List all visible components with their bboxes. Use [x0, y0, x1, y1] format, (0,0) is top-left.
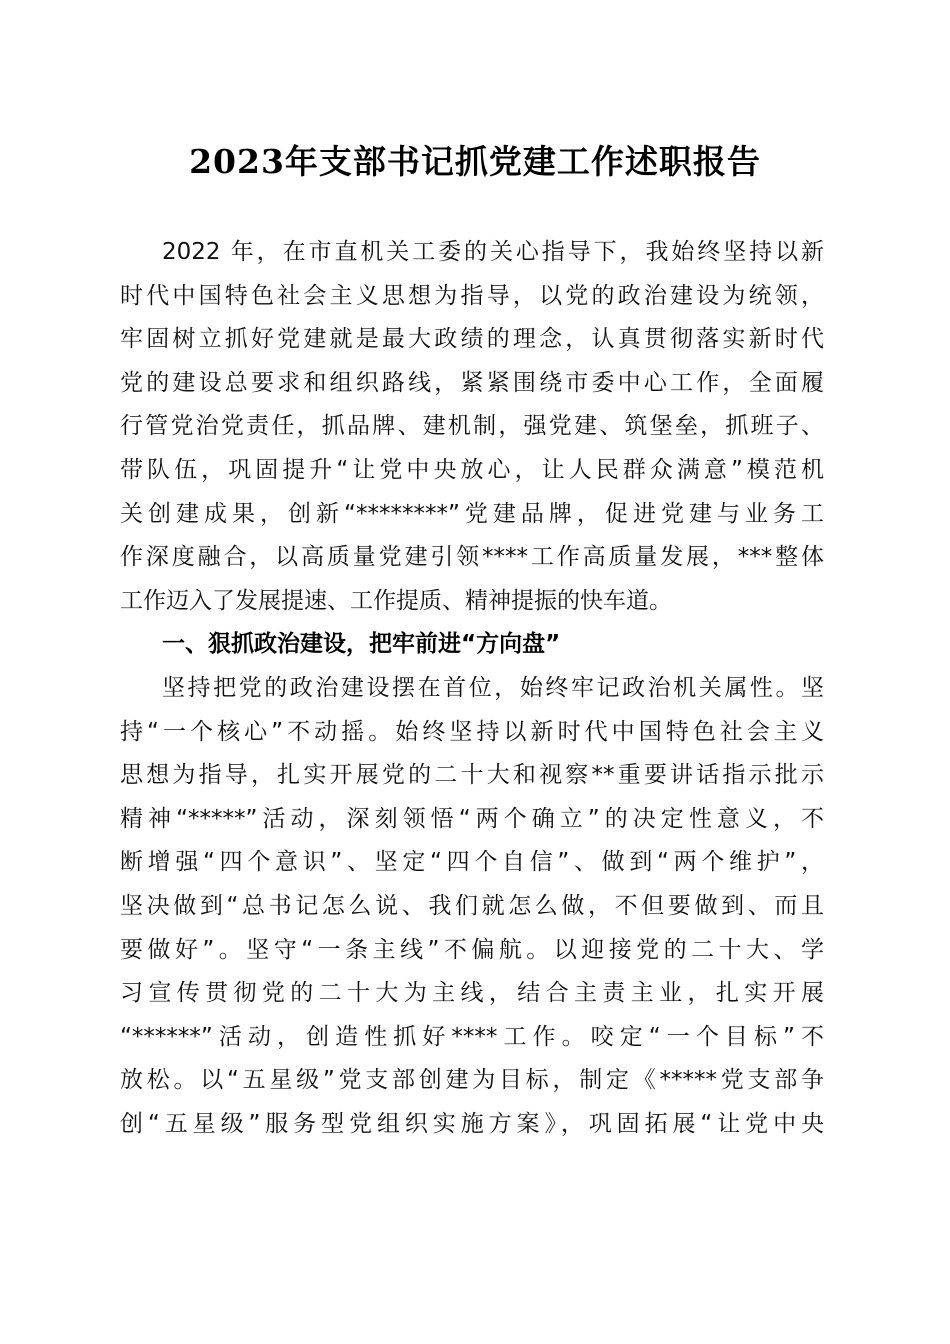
text-line: 关创建成果，创新“********”党建品牌，促进党建与业务工	[120, 500, 824, 527]
text-line: 持“一个核心”不动摇。始终坚持以新时代中国特色社会主义	[120, 718, 824, 745]
text-line: 工作迈入了发展提速、工作提质、精神提振的快车道。	[120, 587, 672, 614]
text-line: “******”活动，创造性抓好****工作。咬定“一个目标”不	[120, 1023, 824, 1050]
text-line: 思想为指导，扎实开展党的二十大和视察**重要讲话指示批示	[120, 762, 824, 789]
text-line: 坚持把党的政治建设摆在首位，始终牢记政治机关属性。坚	[162, 674, 824, 701]
text-line: 断增强“四个意识”、坚定“四个自信”、做到“两个维护”，	[120, 849, 824, 876]
text-line: 时代中国特色社会主义思想为指导，以党的政治建设为统领，	[120, 282, 824, 309]
text-line: 精神“*****”活动，深刻领悟“两个确立”的决定性意义，不	[120, 805, 824, 832]
text-line: 行管党治党责任，抓品牌、建机制，强党建、筑堡垒，抓班子、	[120, 413, 824, 440]
text-line: 放松。以“五星级”党支部创建为目标，制定《*****党支部争	[120, 1067, 824, 1094]
section-heading	[120, 623, 824, 667]
document-body	[120, 231, 824, 1146]
text-line: 要做好”。坚守“一条主线”不偏航。以迎接党的二十大、学	[120, 936, 824, 963]
text-line: 创“五星级”服务型党组织实施方案》，巩固拓展“让党中央	[120, 1110, 824, 1137]
text-line: 习宣传贯彻党的二十大为主线，结合主责主业，扎实开展	[120, 980, 824, 1007]
section-heading-text: 一、狠抓政治建设，把牢前进“方向盘”	[162, 631, 561, 658]
document-title: 2023年支部书记抓党建工作述职报告	[189, 142, 761, 181]
text-line: 2022 年，在市直机关工委的关心指导下，我始终坚持以新	[162, 239, 824, 265]
paragraph-political-building	[120, 667, 824, 1147]
paragraph-intro	[120, 231, 824, 623]
text-line: 带队伍，巩固提升“让党中央放心，让人民群众满意”模范机	[120, 456, 824, 483]
text-line: 坚决做到“总书记怎么说、我们就怎么做，不但要做到、而且	[120, 892, 824, 919]
text-line: 牢固树立抓好党建就是最大政绩的理念，认真贯彻落实新时代	[120, 326, 824, 353]
text-line: 党的建设总要求和组织路线，紧紧围绕市委中心工作，全面履	[120, 369, 824, 396]
text-line: 作深度融合，以高质量党建引领****工作高质量发展，***整体	[120, 544, 824, 571]
